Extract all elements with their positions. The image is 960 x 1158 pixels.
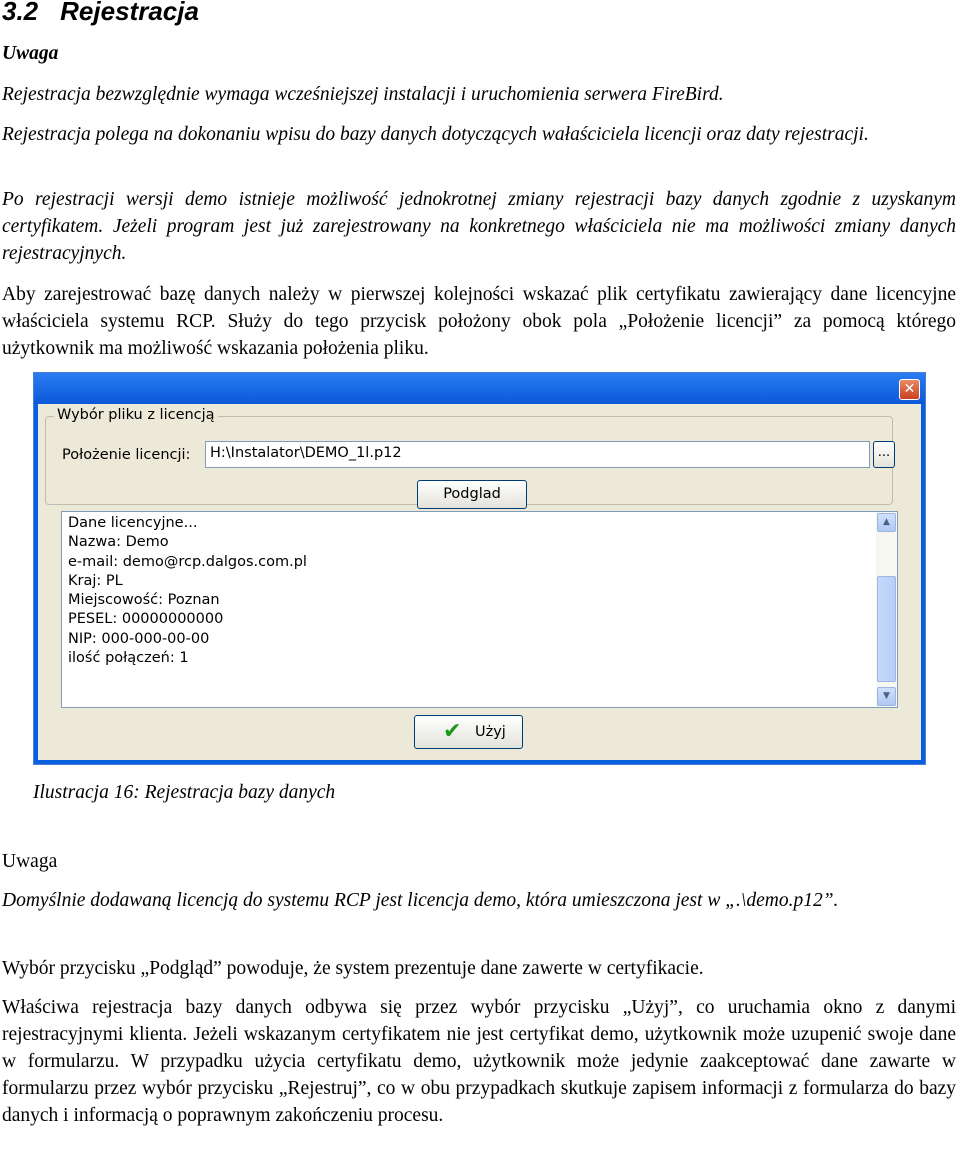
browse-button[interactable]: ... — [873, 441, 895, 468]
paragraph-certificate: Aby zarejestrować bazę danych należy w pierwszej kolejności wskazać plik certyfikatu zawierający dane licencyjne właściciela systemu RCP. Służy do tego przycisk położony obok pola „Położenie licencji” za pomocą którego użytkownik ma możliwość wskazania położenia pliku. — [2, 284, 956, 359]
close-icon[interactable]: ✕ — [899, 379, 920, 400]
license-line: ilość połączeń: 1 — [68, 650, 189, 667]
file-group — [45, 407, 893, 505]
scroll-thumb[interactable] — [877, 576, 896, 682]
paragraph-registration: Rejestracja polega na dokonaniu wpisu do bazy danych dotyczących wałaściciela licencji oraz daty rejestracji. — [2, 124, 869, 145]
paragraph-firebird: Rejestracja bezwzględnie wymaga wcześniejszej instalacji i uruchomienia serwera FireBird. — [2, 84, 724, 105]
scroll-up-icon[interactable]: ▲ — [877, 513, 896, 532]
dialog-titlebar — [34, 373, 925, 404]
license-line: Nazwa: Demo — [68, 534, 169, 551]
paragraph-demo: Po rejestracji wersji demo istnieje możliwość jednokrotnej zmiany rejestracji bazy danych zgodnie z uzyskanym certyfikatem. Jeżeli program jest już zarejestrowany na konkretnego właściciela nie ma możliwości zmiany danych rejestracyjnych. — [2, 189, 956, 264]
file-group-label: Wybór pliku z licencją — [54, 407, 218, 423]
paragraph-use: Właściwa rejestracja bazy danych odbywa się przez wybór przycisku „Użyj”, co uruchamia okno z danymi rejestracyjnymi klienta. Jeżeli wskazanym certyfikatem nie jest certyfikat demo, użytkownik może uzupenić swoje dane w formularzu. W przypadku użycia certyfikatu demo, użytkownik może jedynie zaakceptować dane zawarte w formularzu przez wybór przycisku „Rejestruj”, co w obu przypadkach skutkuje zapisem informacji z formularza do bazy danych i informacją o poprawnym zakończeniu procesu. — [2, 997, 956, 1126]
license-data-memo[interactable] — [61, 511, 898, 708]
checkmark-icon: ✔ — [443, 719, 462, 744]
license-line: Kraj: PL — [68, 572, 123, 589]
location-input[interactable]: H:\Instalator\DEMO_1l.p12 — [205, 441, 870, 468]
figure-caption: Ilustracja 16: Rejestracja bazy danych — [33, 782, 336, 803]
use-button[interactable] — [414, 715, 523, 749]
use-button-label: Użyj — [475, 724, 506, 740]
paragraph-default-license: Domyślnie dodawaną licencją do systemu RCP jest licencja demo, która umieszczona jest w „.\demo.p12”. — [2, 890, 839, 911]
paragraph-preview: Wybór przycisku „Podgląd” powoduje, że system prezentuje dane zawerte w certyfikacie. — [2, 958, 704, 979]
license-line: PESEL: 00000000000 — [68, 611, 224, 628]
license-dialog-screenshot — [33, 372, 926, 765]
preview-button[interactable]: Podglad — [417, 480, 527, 509]
license-lines — [68, 514, 307, 668]
license-line: NIP: 000-000-00-00 — [68, 630, 210, 647]
note-heading-2: Uwaga — [2, 851, 58, 872]
section-title: Rejestracja — [60, 0, 199, 26]
license-line: e-mail: demo@rcp.dalgos.com.pl — [68, 553, 307, 570]
dialog-client — [38, 404, 921, 760]
scroll-down-icon[interactable]: ▼ — [877, 687, 896, 706]
note-heading: Uwaga — [2, 43, 59, 64]
location-label: Położenie licencji: — [62, 447, 191, 463]
license-line: Dane licencyjne... — [68, 515, 198, 531]
memo-scrollbar[interactable] — [876, 512, 897, 707]
section-heading — [2, 0, 199, 27]
license-line: Miejscowość: Poznan — [68, 592, 220, 609]
section-number: 3.2 — [2, 0, 39, 26]
